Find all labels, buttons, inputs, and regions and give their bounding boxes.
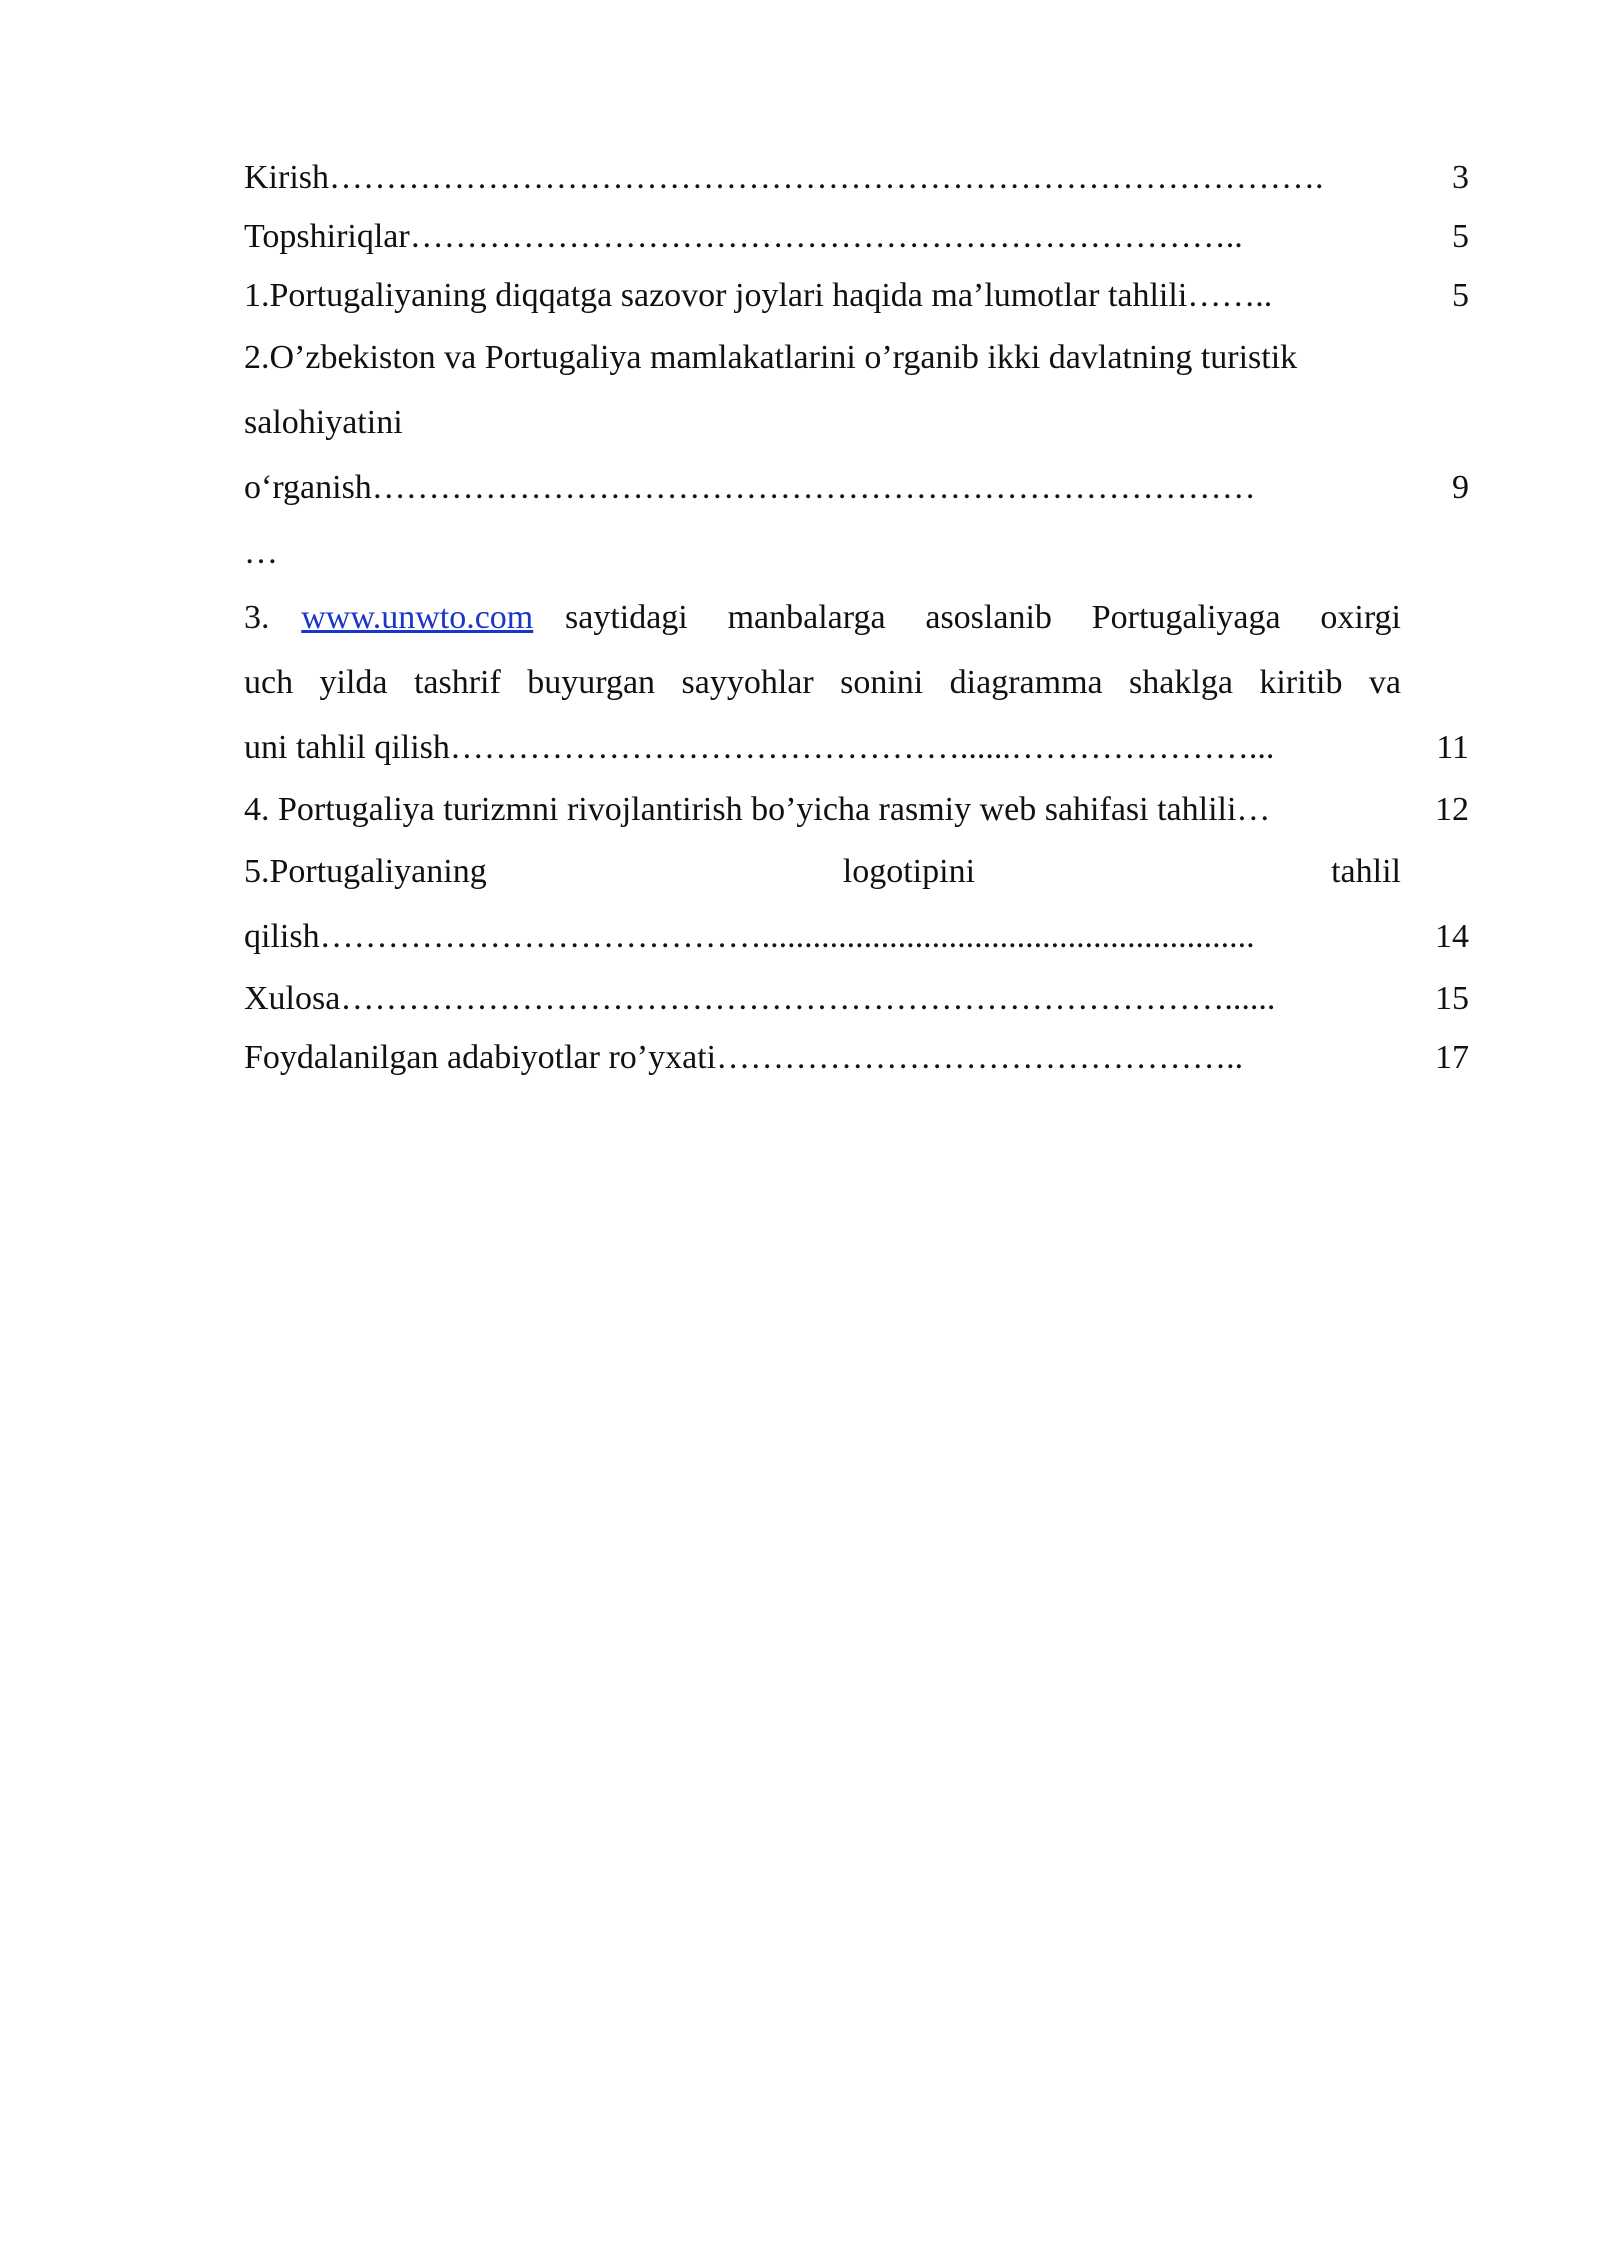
toc-entry-title: 4. Portugaliya turizmni rivojlantirish bo’yicha rasmiy web sahifasi tahlili…: [244, 791, 1271, 828]
toc-entry-title: 1.Portugaliyaning diqqatga sazovor joylari haqida ma’lumotlar tahlili……..: [244, 277, 1273, 314]
toc-entry-line: [244, 585, 1401, 650]
toc-page-number: 5: [1452, 218, 1469, 255]
toc-page-number: 12: [1435, 791, 1469, 828]
toc-entry-word: logotipini: [842, 853, 976, 890]
toc-entry-adabiyotlar[interactable]: [244, 1028, 1469, 1087]
toc-entry-prefix: 3.: [244, 599, 270, 636]
toc-page-number: 5: [1452, 277, 1469, 314]
toc-entry-line: …: [244, 534, 278, 571]
toc-entry-4[interactable]: [244, 780, 1469, 839]
toc-entry-title: uni tahlil qilish………………………………………......…………………...: [244, 729, 1275, 766]
toc-entry-title: Kirish…………………………………………………………………………….: [244, 159, 1324, 196]
toc-page-number: 9: [1452, 469, 1469, 506]
toc-entry-last-line: [244, 455, 1469, 520]
toc-entry-title: Topshiriqlar………………………………………………………………..: [244, 218, 1243, 255]
toc-entry-title: o‘rganish……………………………………………………………………: [244, 469, 1256, 506]
toc-entry-title: Xulosa……………………………………………………………………......: [244, 980, 1276, 1017]
toc-entry-kirish[interactable]: [244, 148, 1469, 207]
toc-entry-title: qilish…………………………………..........................................................: [244, 918, 1255, 955]
toc-page-number: 15: [1435, 980, 1469, 1017]
toc-page-number: 17: [1435, 1039, 1469, 1076]
toc-entry-1[interactable]: [244, 266, 1469, 325]
toc-entry-line: [244, 839, 1401, 904]
toc-page-number: 3: [1452, 159, 1469, 196]
toc-entry-5[interactable]: [244, 839, 1469, 969]
unwto-link[interactable]: www.unwto.com: [301, 599, 534, 636]
toc-entry-word: 5.Portugaliyaning: [244, 853, 487, 890]
toc-entry-title: Foydalanilgan adabiyotlar ro’yxati………………………………………..: [244, 1039, 1244, 1076]
toc-entry-text: saytidagi manbalarga asoslanib Portugaliyaga oxirgi: [565, 599, 1401, 636]
toc-entry-2[interactable]: [244, 325, 1469, 585]
toc-entry-word: tahlil: [1331, 853, 1401, 890]
toc-entry-last-line: [244, 904, 1469, 969]
toc-entry-line: 2.O’zbekiston va Portugaliya mamlakatlarini o’rganib ikki davlatning turistik: [244, 339, 1298, 376]
table-of-contents: [244, 148, 1469, 1087]
toc-entry-topshiriqlar[interactable]: [244, 207, 1469, 266]
toc-entry-line: uch yilda tashrif buyurgan sayyohlar sonini diagramma shaklga kiritib va: [244, 664, 1401, 701]
toc-entry-xulosa[interactable]: [244, 969, 1469, 1028]
toc-page-number: 11: [1436, 729, 1469, 766]
toc-entry-line: salohiyatini: [244, 404, 403, 441]
toc-entry-3[interactable]: [244, 585, 1469, 780]
toc-entry-last-line: [244, 715, 1469, 780]
toc-page-number: 14: [1435, 918, 1469, 955]
